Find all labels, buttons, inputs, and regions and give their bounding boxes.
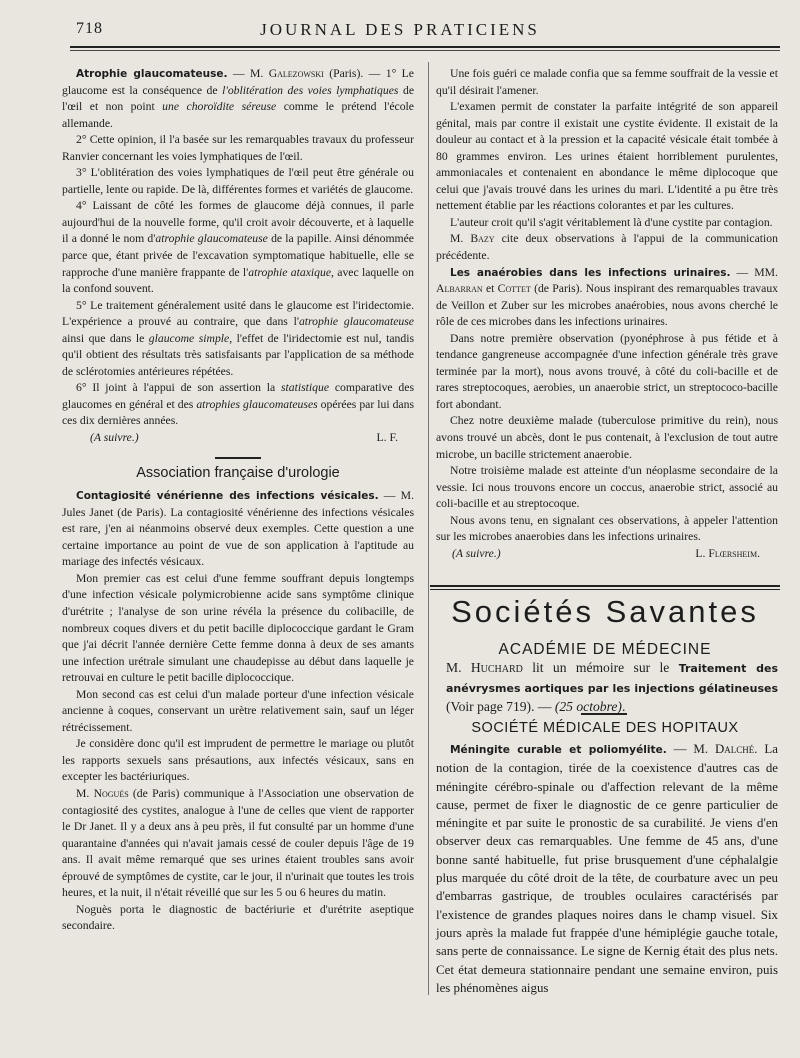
page-number: 718 — [76, 20, 103, 37]
to-be-continued: (A suivre.) — [90, 431, 139, 445]
paragraph: Atrophie glaucomateuse. — M. Galezowski (Paris). — 1° Le glaucome est la conséquence de l'oblitération des voies lymphatiques de l'œil et non point une choroïdite séreuse comme le prétend l'école allemande. — [62, 67, 415, 130]
paragraph: M. Nogués (de Paris) communique à l'Association une observation de contagiosité des cystites, analogue à l'une de celles que vient de rapporter le Dr Janet. Il y a deux ans à peu près, il fut consulté par un homme d'une quarantaine d'années qui n'avait jamais cessé de couler depuis l'âge de 19 ans. Il avait même remarqué que ses urines étaient troubles sans avoir éprouvé de symptômes de cystite, car le jour, il n'urinait que toutes les trois heures, et la nuit, il n'était réveillé que sur les 5 ou 6 heures du matin. — [62, 786, 414, 900]
author-name: Dalché — [714, 742, 755, 756]
signature-line — [62, 430, 414, 447]
paragraph: M. Bazy cite deux observations à l'appui de la communication précédente. — [436, 232, 778, 263]
header-rule-thin — [70, 50, 780, 51]
signature: L. Flœrsheim. — [695, 546, 760, 560]
author-name: Galezowski — [268, 67, 324, 80]
signature: L. F. — [376, 431, 398, 445]
paragraph: 6° Il joint à l'appui de son assertion la statistique comparative des glaucomes en général et des atrophies glaucomateuses opérées par lui dans ces dix dernières années. — [62, 381, 414, 428]
section-title: Sociétés Savantes — [451, 594, 759, 629]
paragraph: Chez notre deuxième malade (tuberculose primitive du rein), nous avons trouvé un abcès, dont le pus contenait, à l'exclusion de tout autre microbe, un bacille strictement anaerobie. — [436, 414, 778, 461]
paragraph: Noguès porta le diagnostic de bactériurie et d'urétrite aseptique secondaire. — [62, 902, 414, 933]
section-rule-top-thin — [430, 589, 780, 590]
author-name: Bazy — [470, 232, 495, 246]
left-column — [62, 66, 414, 935]
article-title: Atrophie glaucomateuse. — [76, 68, 228, 80]
column-divider — [428, 62, 429, 995]
author-name: Nogués — [93, 786, 129, 800]
journal-title: JOURNAL DES PRATICIENS — [260, 20, 540, 39]
author-name: Albarran — [436, 282, 483, 296]
paragraph: Mon premier cas est celui d'une femme souffrant depuis longtemps d'une infection vésicale polymicrobienne acide sans symptôme clinique d'urétrite ; l'analyse de son urine révéla la présence du colibacille, de nombreux coques divers et du petit bacille diplococcique gardant le Gram que j'ai décrit l'année dernière Cette femme donna à deux de ses amants une infection urétrale simulant une chaudepisse au début dans laquelle je retrouvai en culture le petit bacille diplococcique. — [62, 571, 414, 685]
author-name: Cottet — [497, 282, 531, 296]
right-column-top — [436, 66, 778, 562]
paragraph: Je considère donc qu'il est imprudent de permettre le mariage ou plutôt les rapports sexuels sans présautions, aux infectés vésicaux, sans en excepter les bactériuriques. — [62, 737, 414, 784]
paragraph: L'auteur croit qu'il s'agit véritablement là d'une cystite par contagion. — [450, 215, 773, 229]
academie-paragraph: M. Huchard lit un mémoire sur le Traitement des anévrysmes aortiques par les injections gélatineuses (Voir page 719). — (25 octobre). — [446, 660, 778, 715]
paragraph: 2° Cette opinion, il l'a basée sur les remarquables travaux du professeur Ranvier concernant les voies lymphatiques de l'œil. — [62, 133, 414, 163]
article-title: Traitement des anévrysmes aortiques par les injections gélatineuses — [446, 662, 778, 695]
subsection-heading: ACADÉMIE DE MÉDECINE — [498, 641, 712, 658]
section-rule — [581, 713, 627, 715]
to-be-continued: (A suivre.) — [452, 546, 501, 560]
paragraph: Les anaérobies dans les infections urinaires. — MM. Albarran et Cottet (de Paris). Nous inspirant des remarquables travaux de Veillon et Zuber sur les microbes anaérobies, nous avons cherché le rôle de ces microbes dans les infections urinaires. — [436, 265, 779, 329]
paragraph: 5° Le traitement généralement usité dans le glaucome est l'iridectomie. L'expérience a prouvé au contraire, que dans l'atrophie glaucomateuse ainsi que dans le glaucome simple, l'effet de l'iridectomie est nul, tandis qu'il obtient des résultats très satisfaisants par l'application de sa méthode de sclérotomies antérieures répétées. — [62, 298, 415, 378]
paragraph: Mon second cas est celui d'un malade porteur d'une infection vésicale ancienne à coques, conservant un urètre relativement sain, sauf un léger rétrécissement. — [62, 687, 414, 734]
section-rule-top — [430, 585, 780, 587]
running-header — [0, 18, 800, 40]
header-rule — [70, 46, 780, 48]
right-column-bottom — [436, 740, 778, 997]
paragraph: Méningite curable et poliomyélite. — M. Dalché. La notion de la contagion, tirée de la coexistence d'autres cas de méningite cérébro-spinale ou d'affection relevant de la même cause, permet de fixer le diagnostic de ce genre particulier de méningite et par suite le pronostic de sa curabilité. Je viens d'en observer deux cas remarquables. Une femme de 45 ans, d'une bonne santé habituelle, fut prise brusquement d'une céphalalgie plus marquée du côté droit de la tête, de courbature avec un peu d'embarras gastrique, de troubles oculaires caractérisés par l'existence de grandes plaques noires dans le champ visuel. Six jours après la malade fut frappée d'une hémiplégie gauche totale, sans perte de connaissance. Le signe de Kernig était des plus nets. Cet état demeura stationnaire pendant une semaine environ, puis les phénomènes aigus — [436, 742, 778, 995]
paragraph: Contagiosité vénérienne des infections vésicales. — M. Jules Janet (de Paris). La contagiosité vénérienne des infections vésicales est rare, j'en ai néanmoins observé deux exemples. Cette question a une certaine importance au point de vue de son application à l'aptitude au mariage des infectés vésicaux. — [62, 489, 414, 569]
paragraph: Une fois guéri ce malade confia que sa femme souffrait de la vessie et qu'il désirait l'amener. — [436, 67, 778, 97]
author-name: Huchard — [470, 660, 523, 675]
paragraph: Dans notre première observation (pyonéphrose à pus fétide et à tendance gangreneuse accompagnée d'une infection générale très grave terminée par la mort), nous avons trouvé, à côté du coli-bacille et de rares streptocoques, aerobies, un anaerobie strict, un streptococo-bacille fort abondant. — [436, 331, 778, 411]
paragraph: L'examen permit de constater la parfaite intégrité de son appareil génital, mais par contre il existait une cystite évidente. Il existait de la douleur au contact et à la pression et la capacité vésicale était tombée à 80 grammes environ. Les urines étaient horriblement purulentes, ammoniacales et contenaient en abondance le même diplocoque que celui que j'avais trouvé dans les urines du mari. L'identité a pu être très nettement établie par les réactions colorantes et par les cultures. — [436, 100, 778, 213]
subsection-heading: SOCIÉTÉ MÉDICALE DES HOPITAUX — [471, 720, 739, 736]
article-title: Les anaérobies dans les infections urinaires. — [450, 266, 731, 279]
paragraph: Notre troisième malade est atteinte d'un néoplasme secondaire de la vessie. Ici nous trouvons encore un coccus, anaerobie strict, associé au coli-bacille et au streptocoque. — [436, 464, 778, 511]
paragraph: Nous avons tenu, en signalant ces observations, à appeler l'attention sur les microbes anaerobies dans les infections urinaires. — [436, 513, 778, 544]
paragraph: 3° L'oblitération des voies lymphatiques de l'œil peut être générale ou partielle, lente ou rapide. De là, différentes formes et variétés de glaucome. — [62, 166, 414, 196]
article-title: Contagiosité vénérienne des infections vésicales. — [76, 490, 379, 503]
article-title: Méningite curable et poliomyélite. — [450, 744, 667, 756]
section-rule — [215, 457, 261, 459]
section-heading: Association française d'urologie — [136, 464, 340, 481]
paragraph: 4° Laissant de côté les formes de glaucome déjà connues, il parle aujourd'hui de la nouvelle forme, qu'il croit avoir découverte, et à laquelle il a donné le nom d'atrophie glaucomateuse de la papille. Ainsi dénommée parce que, étant privée de l'excavation symptomatique habituelle, elle se rapproche d'une manière frappante de l'atrophie ataxique, avec laquelle on la confond souvent. — [62, 199, 414, 296]
signature-line — [436, 546, 778, 563]
